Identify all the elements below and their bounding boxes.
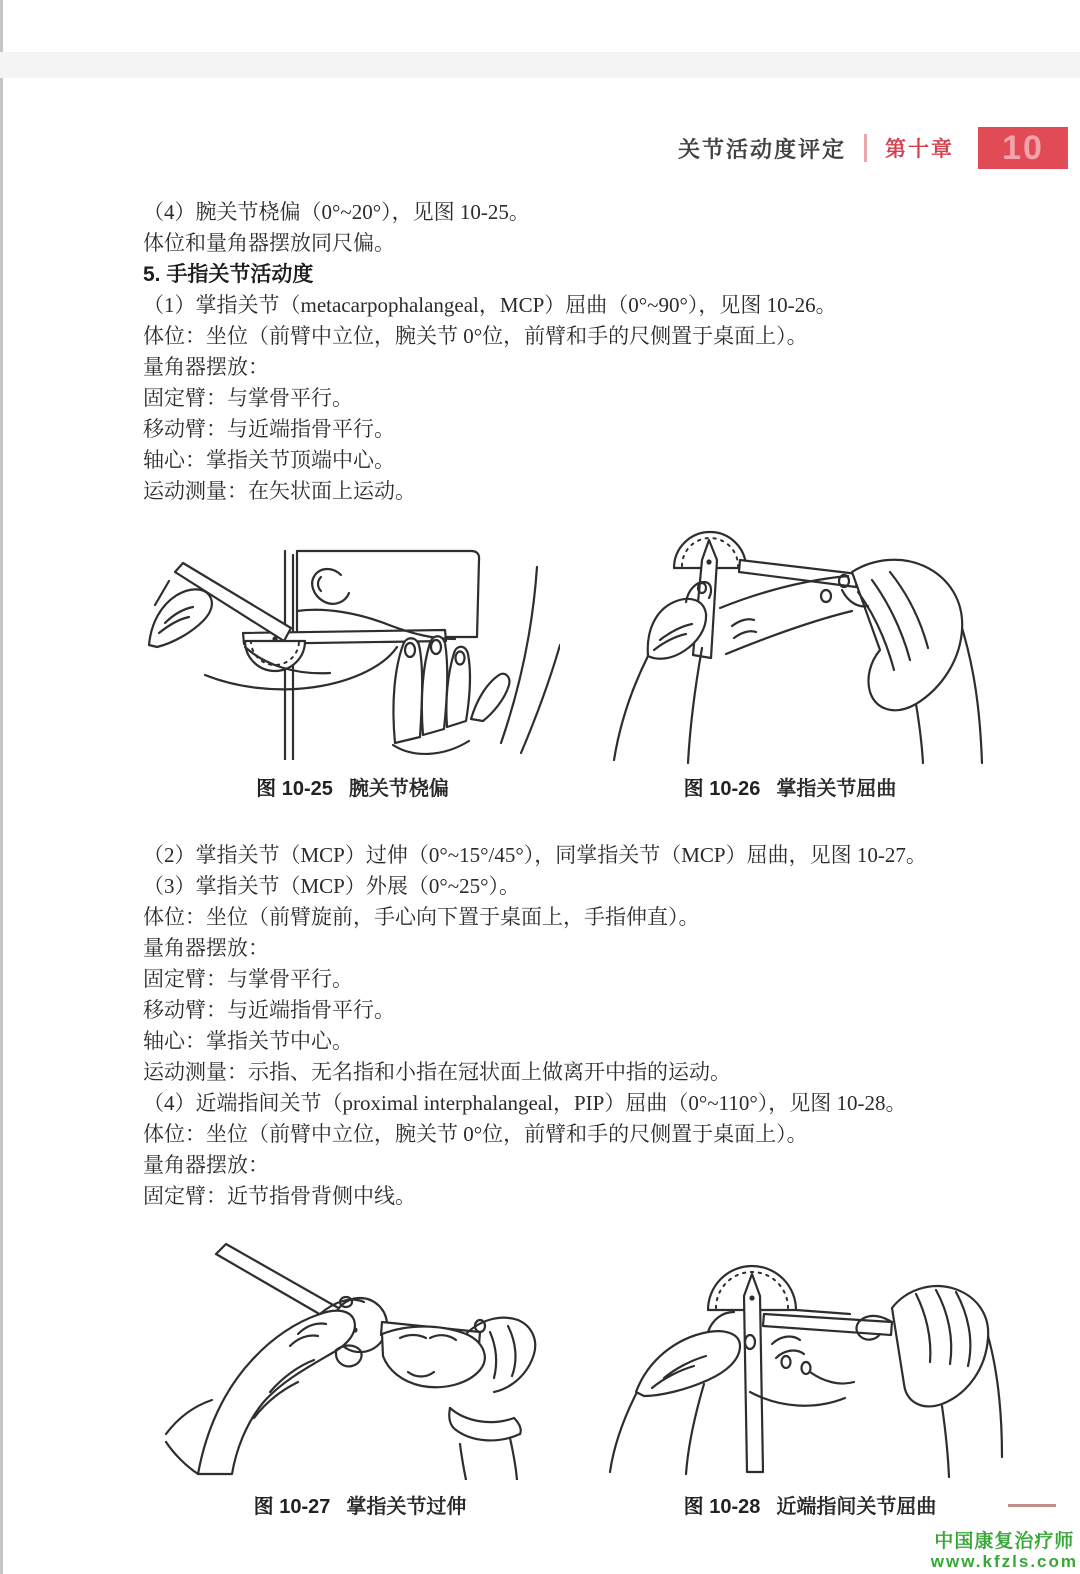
figure-title: 掌指关节屈曲	[776, 778, 897, 800]
watermark-text: 中国康复治疗师	[934, 1531, 1075, 1552]
body-line: 体位：坐位（前臂旋前，手心向下置于桌面上，手指伸直）。	[143, 905, 700, 929]
figure-10-27-illustration	[150, 1222, 570, 1480]
figure-10-25-illustration	[145, 515, 560, 760]
watermark	[931, 1532, 1078, 1572]
page-top-band	[0, 52, 1080, 78]
body-line: （3）掌指关节（MCP）外展（0°~25°）。	[143, 874, 521, 898]
body-line: 轴心：掌指关节顶端中心。	[143, 448, 395, 472]
body-line: 固定臂：与掌骨平行。	[143, 967, 353, 991]
section-title: 关节活动度评定	[677, 136, 846, 162]
figure-label: 图 10-28	[683, 1496, 761, 1518]
page-left-edge	[0, 0, 3, 1574]
body-line: 运动测量：在矢状面上运动。	[143, 479, 416, 503]
figure-label: 图 10-27	[253, 1496, 331, 1518]
body-line: （4）近端指间关节（proximal interphalangeal，PIP）屈曲（0°~110°），见图 10-28。	[143, 1091, 907, 1115]
small-pink-mark	[1008, 1504, 1056, 1507]
figure-title: 腕关节桡偏	[348, 778, 449, 800]
page-header	[678, 126, 1068, 170]
figure-label: 图 10-25	[256, 778, 333, 800]
figure-title: 掌指关节过伸	[346, 1496, 467, 1518]
chapter-number: 10	[1002, 128, 1044, 167]
body-line: （1）掌指关节（metacarpophalangeal，MCP）屈曲（0°~90°），见图 10-26。	[143, 293, 837, 317]
text-block-2	[143, 840, 1023, 1212]
watermark-url: www.kfzls.com	[930, 1551, 1078, 1571]
body-line: 量角器摆放：	[143, 1153, 269, 1177]
figure-caption-10-28	[600, 1490, 1020, 1519]
header-divider	[864, 134, 867, 162]
body-line: 量角器摆放：	[143, 355, 269, 379]
figure-10-28-illustration	[600, 1222, 1020, 1480]
mcp-hyperextension-drawing	[150, 1222, 570, 1480]
text-block-1	[143, 197, 1023, 507]
body-line: （4）腕关节桡偏（0°~20°），见图 10-25。	[143, 200, 530, 224]
figure-label: 图 10-26	[683, 778, 761, 800]
mcp-flexion-drawing	[590, 508, 990, 766]
figure-caption-10-27	[150, 1490, 570, 1519]
wrist-radial-deviation-drawing	[145, 515, 560, 760]
body-line: 体位和量角器摆放同尺偏。	[143, 231, 395, 255]
chapter-number-badge	[978, 127, 1068, 169]
body-line: 量角器摆放：	[143, 936, 269, 960]
section-heading: 5. 手指关节活动度	[143, 263, 314, 286]
figure-10-26-illustration	[590, 508, 990, 766]
body-line: 固定臂：近节指骨背侧中线。	[143, 1184, 416, 1208]
body-line: 体位：坐位（前臂中立位，腕关节 0°位，前臂和手的尺侧置于桌面上）。	[143, 324, 808, 348]
figure-caption-10-26	[590, 772, 990, 801]
body-line: 移动臂：与近端指骨平行。	[143, 998, 395, 1022]
body-line: 轴心：掌指关节中心。	[143, 1029, 353, 1053]
pip-flexion-drawing	[600, 1222, 1020, 1480]
figure-caption-10-25	[145, 772, 560, 801]
body-line: （2）掌指关节（MCP）过伸（0°~15°/45°），同掌指关节（MCP）屈曲，见图 10-27。	[143, 843, 927, 867]
body-line: 固定臂：与掌骨平行。	[143, 386, 353, 410]
figure-title: 近端指间关节屈曲	[776, 1496, 937, 1518]
body-line: 体位：坐位（前臂中立位，腕关节 0°位，前臂和手的尺侧置于桌面上）。	[143, 1122, 808, 1146]
body-line: 运动测量：示指、无名指和小指在冠状面上做离开中指的运动。	[143, 1060, 731, 1084]
body-line: 移动臂：与近端指骨平行。	[143, 417, 395, 441]
chapter-label: 第十章	[885, 138, 954, 161]
